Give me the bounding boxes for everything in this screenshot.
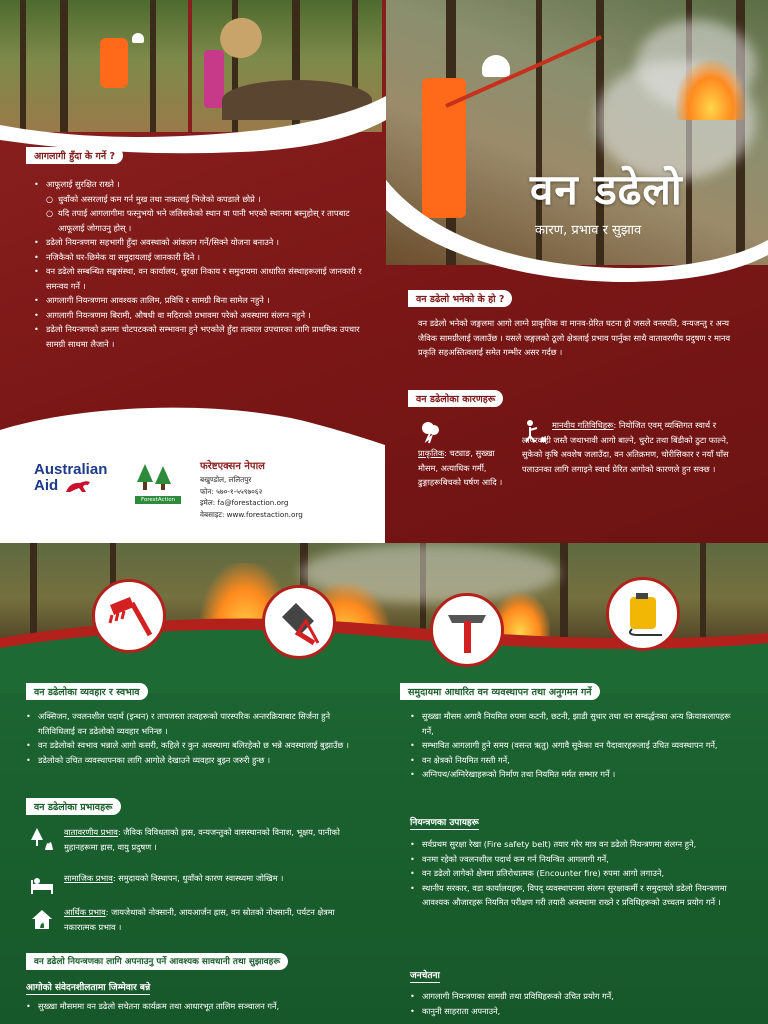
effect-label: सामाजिक प्रभाव xyxy=(64,873,113,883)
tree-fire-icon xyxy=(28,825,56,853)
control-heading: नियन्त्रणका उपायहरू xyxy=(410,815,479,830)
list-item: • नजिकैको घर-छिमेक वा समुदायलाई जानकारी दिने । xyxy=(34,250,364,265)
section-heading-causes: वन डढेलोका कारणहरू xyxy=(408,390,503,407)
list-item: • कानुनी साहराता अपनाउने, xyxy=(410,1004,740,1019)
list-item: • आगलागी नियन्त्रणमा बिरामी, औषधी वा मदिराको प्रभावमा परेको अवस्थामा संलग्न नहुने । xyxy=(34,308,364,323)
section-heading-precautions: वन डढेलो नियन्त्रणका लागि अपनाउनु पर्ने आवश्यक सावधानी तथा सुझावहरू xyxy=(26,953,288,970)
effect-row xyxy=(28,905,368,934)
section-heading-what-is: वन डढेलो भनेको के हो ? xyxy=(408,290,512,307)
section-heading-behavior: वन डढेलोका व्यवहार र स्वभाव xyxy=(26,683,148,700)
org-phone: फोन: ५७०-१-५५९७०६२ xyxy=(200,486,263,496)
list-item: • स्थानीय सरकार, वडा कार्यालयहरू, विपद् व्यवस्थापनमा संलग्न सुरक्षाकर्मी र समुदायले डढेलो नियन्त्रणमा आवश्यक औजारहरू नियमित परीक्षण गरी तयारी अवस्थामा राख्ने र प्रविधिहरूको उच्चतम प्रयोग गर्ने । xyxy=(410,881,740,910)
list-item: • अक्सिजन, ज्वलनशील पदार्थ (इन्धन) र तापजस्ता तत्वहरूको पारस्परिक अन्तरक्रियाबाट सिर्जना हुने गतिविधिलाई वन डढेलोको व्यवहार भनिन्छ । xyxy=(26,709,366,738)
list-item: • आगलागी नियन्त्रणका सामग्री तथा प्रविधिहरूको उचित प्रयोग गर्ने, xyxy=(410,989,740,1004)
effect-row xyxy=(28,825,368,854)
control-list xyxy=(410,837,740,910)
org-name: फरेष्टएक्सन नेपाल xyxy=(200,461,265,472)
list-item: • वन डढेलो लागेको क्षेत्रमा प्रतिरोधात्मक (Encounter fire) रुपमा आगो लगाउने, xyxy=(410,866,740,881)
what-is-paragraph: वन डढेलो भनेको जङ्गलमा आगो लाग्ने प्राकृतिक वा मानव-प्रेरित घटना हो जसले वनस्पति, वन्यजन्तु र अन्य जैविक सामग्रीलाई जलाउँछ । यसले जङ्गलको ठूलो क्षेत्रलाई प्रभाव पार्नुका साथै वातावरणीय प्रदुषण र मानव प्रकृति सहअस्तित्वलाई समेत गम्भीर असर गर्दछ । xyxy=(418,318,731,357)
bed-patient-icon xyxy=(28,871,56,899)
list-item: • सुख्खा मौसम अगावै नियमित रुपमा कटनी, छटनी, झाडी सुधार तथा वन सम्वर्द्धनका अन्य क्रियाकलापहरू गर्ने, xyxy=(410,709,740,738)
list-item: ○ यदि तपाई आगलागीमा फस्नुभयो भने जलिसकेको स्थान वा पानी भएको स्थानमा बस्नुहोस् र तापबाट आफूलाई जोगाउनु होस् । xyxy=(34,206,364,235)
list-item: • सर्वप्रथम सुरक्षा रेखा (Fire safety belt) तयार गरेर मात्र वन डढेलो नियन्त्रणमा संलग्न हुने, xyxy=(410,837,740,852)
section-heading-effects: वन डढेलोका प्रभावहरू xyxy=(26,798,121,815)
effect-label: वातावरणीय प्रभाव xyxy=(64,827,118,837)
effect-text xyxy=(64,825,368,854)
precautions-list xyxy=(26,999,366,1014)
list-item: • वन डढेलोको स्वभाव भन्नाले आगो कसरी, कहिले र कुन अवस्थामा बलिरहेको छ भन्ने अवस्थालाई बुझाउँछ । xyxy=(26,738,366,753)
lightning-cloud-icon xyxy=(418,418,444,444)
org-website[interactable]: वेबसाइट: www.forestaction.org xyxy=(200,509,303,519)
list-item: • डढेलो नियन्त्रणको क्रममा चोटपटकको सम्भावना हुने भएकोले हुँदा तत्काल उपचारका लागि प्राथमिक उपचार सामग्री साथमा लैजाने । xyxy=(34,322,364,351)
cause-natural xyxy=(418,446,510,490)
australian-aid-line1: Australian xyxy=(34,461,108,478)
australian-aid-line2: Aid xyxy=(34,477,59,494)
cause-human xyxy=(522,418,744,476)
forestaction-logo-text: ForestAction xyxy=(135,496,181,504)
inside-panel xyxy=(0,543,768,1024)
behavior-list xyxy=(26,709,366,767)
cause-natural-label: प्राकृतिक xyxy=(418,448,445,458)
effect-description: : जैविक विविधताको ह्रास, वन्यजन्तुको वासस्थानको विनाश, भूक्षय, पानीको मुहानहरूमा ह्रास, वायु प्रदुषण । xyxy=(64,827,340,852)
kangaroo-icon xyxy=(64,478,94,494)
section-heading-what-to-do: आगलागी हुँदा के गर्ने ? xyxy=(26,147,123,164)
list-item: • वनमा रहेको ज्वलनशील पदार्थ कम गर्न नियन्त्रित आगलागी गर्ने, xyxy=(410,852,740,867)
cause-human-text: : नियोजित एवम् व्यक्तिगत स्वार्थ र लापरवाही जस्तै जथाभावी आगो बाल्ने, चुरोट तथा बिंडीको ठुटा फाल्ने, सुकेको कृषि अवशेष जलाउँदा, वन अतिक्रमण, चोरीसिकार र नयाँ घाँस पलाउनका लागि लगाइने स्वार्थ प्रेरित आगोको कारणले हुन सक्छ । xyxy=(522,420,729,474)
cause-natural-text: : चट्याङ, सुख्खा मौसम, अत्याधिक गर्मी, ढुङ्गाहरूबिचको घर्षण आदि । xyxy=(418,448,503,487)
effect-description: : जायजेथाको नोक्सानी, आयआर्जन ह्रास, वन स्रोतको नोक्सानी, पर्यटन क्षेत्रमा नकारात्मक प्रभाव । xyxy=(64,907,335,932)
list-item: • अग्निपथ/अग्निरेखाहरूको निर्माण तथा नियमित मर्मत सम्भार गर्ने । xyxy=(410,767,740,782)
community-list xyxy=(410,709,740,782)
contact-block xyxy=(200,460,303,520)
cause-human-label: मानवीय गतिविधिहरू xyxy=(552,420,614,430)
what-to-do-list xyxy=(34,177,364,351)
list-item: • आगलागी नियन्त्रणमा आवश्यक तालिम, प्रविधि र सामग्री बिना सामेल नहुने । xyxy=(34,293,364,308)
brochure-title: वन डढेलो xyxy=(530,165,683,214)
org-address: बखुण्डोल, ललितपुर xyxy=(200,475,252,484)
org-email[interactable]: इमेल: fa@forestaction.org xyxy=(200,498,289,507)
pulaski-axe-icon xyxy=(430,593,504,667)
awareness-list xyxy=(410,989,740,1018)
section-heading-community: समुदायमा आधारित वन व्यवस्थापन तथा अनुगमन गर्ने xyxy=(400,683,600,700)
effect-description: : समुदायको विस्थापन, धुवाँको कारण स्वास्थ्यमा जोखिम । xyxy=(112,873,284,883)
list-item: • सम्भावित आगलागी हुने समय (वसन्त ऋतु) अगावै सुकेका वन पैदावारहरूलाई उचित व्यवस्थापन गर्ने, xyxy=(410,738,740,753)
effect-label: आर्थिक प्रभाव xyxy=(64,907,106,917)
backpack-pump-icon xyxy=(606,577,680,651)
house-fire-icon xyxy=(28,905,56,933)
precautions-subheading: आगोको संवेदनशीलतामा जिम्मेवार बन्ने xyxy=(26,980,150,995)
forestaction-logo xyxy=(135,462,181,503)
list-item: ○ धुवाँको असरलाई कम गर्न मुख तथा नाकलाई भिजेको कपडाले छोप्ने । xyxy=(34,192,364,207)
australian-aid-logo xyxy=(34,462,107,494)
list-item: • डढेलोको उचित व्यवस्थापनका लागि आगोले देखाउने व्यवहार बुझ्न जरुरी हुन्छ । xyxy=(26,753,366,768)
list-item: • वन डढेलो सम्बन्धित सङ्घसंस्था, वन कार्यालय, सुरक्षा निकाय र समुदायमा आधारित संस्थाहरूलाई जानकारी र समन्वय गर्ने । xyxy=(34,264,364,293)
list-item: • आफूलाई सुरक्षित राख्ने । xyxy=(34,177,364,192)
effect-row xyxy=(28,871,368,899)
list-item: • सुख्खा मौसममा वन डढेलो सचेतना कार्यक्रम तथा आधारभूत तालिम सञ्चालन गर्ने, xyxy=(26,999,366,1014)
effect-text xyxy=(64,871,283,899)
list-item: • वन क्षेत्रको नियमित गस्ती गर्ने, xyxy=(410,753,740,768)
brochure-subtitle: कारण, प्रभाव र सुझाव xyxy=(535,223,642,238)
list-item: • डढेलो नियन्त्रणमा सहभागी हुँदा अवस्थाको आंकलन गर्ने/सिक्ने योजना बनाउने । xyxy=(34,235,364,250)
awareness-heading: जनचेतना xyxy=(410,968,440,983)
fire-rake-icon xyxy=(92,579,166,653)
fire-beater-icon xyxy=(262,585,336,659)
effect-text xyxy=(64,905,368,934)
